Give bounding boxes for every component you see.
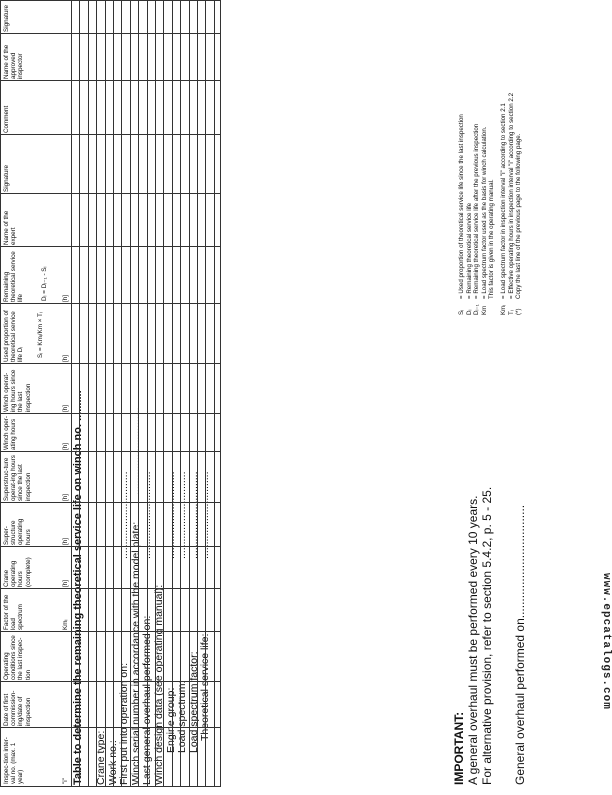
table-column-divider xyxy=(1,588,220,589)
overhaul-performed-line: General overhaul performed on.................................. xyxy=(513,504,527,785)
engine-group-label: Engine group: xyxy=(164,687,177,753)
table-header-cell: Name of the approved inspector xyxy=(3,44,25,79)
table-column-divider xyxy=(1,451,220,452)
table-row-divider xyxy=(163,1,164,786)
table-header-cell: Crane operating hours (complete) xyxy=(3,557,32,587)
table-header-cell: Remaining theoretical service life xyxy=(3,251,25,302)
load-spectrum-factor-label: Load spectrum factor: xyxy=(187,651,200,753)
legend-text: = Remaining theoretical service life xyxy=(465,202,473,299)
table-column-divider xyxy=(1,727,220,728)
used-proportion-formula: Sᵢ = Kmᵢ/Km × Tᵢ xyxy=(37,312,44,358)
table-header-divider xyxy=(71,1,72,786)
table-column-divider xyxy=(1,80,220,81)
table-unit-cell: [h] xyxy=(62,579,69,587)
inspection-table xyxy=(0,0,221,787)
legend-item xyxy=(515,93,523,315)
table-header-cell: Comment xyxy=(3,105,10,133)
table-header-cell: Winch operat-ing hours since the last inspection xyxy=(3,369,32,412)
table-row-divider xyxy=(189,1,190,786)
serial-label: Winch serial number in accordance with the model plate: xyxy=(129,521,142,785)
legend-item xyxy=(488,93,496,315)
legend-key: Sᵢ xyxy=(458,309,465,315)
legend-text: Copy the last line of the previous page to the following page. xyxy=(515,133,523,299)
table-row-divider xyxy=(105,1,106,786)
load-spectrum-label: Load spectrum: xyxy=(176,680,189,753)
legend-key xyxy=(488,299,496,315)
legend-item xyxy=(508,93,516,315)
formula-legend xyxy=(458,93,523,315)
legend-item xyxy=(500,93,508,315)
table-unit-cell: [h] xyxy=(62,354,69,362)
legend-key: Dᵢ₋₁ xyxy=(473,304,481,315)
load-spectrum-factor-dots: .............................. xyxy=(187,471,200,559)
important-line-2: For alternative provision, refer to section 5.4.2, p. 5 - 25. xyxy=(480,486,494,785)
table-header-cell: Factor of the load spectrum xyxy=(3,594,25,630)
table-header-cell: Used proportion of theoretical service life Dᵢ xyxy=(3,310,25,362)
important-heading: IMPORTANT: xyxy=(452,711,466,785)
important-note xyxy=(452,487,494,785)
first-put-label: First put into operation on: xyxy=(118,663,131,785)
legend-text: = Load spectrum factor used as the basis for winch calculation. xyxy=(480,126,488,299)
table-header-cell: Operating conditions since the last inspec-tion xyxy=(3,635,32,680)
table-row-divider xyxy=(172,1,173,786)
service-life-label: Theoretical service life: xyxy=(199,633,212,741)
table-column-divider xyxy=(1,546,220,547)
last-overhaul-label: Last general overhaul performed on: xyxy=(141,615,154,785)
table-column-divider xyxy=(1,631,220,632)
table-unit-cell: [h] xyxy=(62,404,69,412)
legend-item xyxy=(473,93,481,315)
table-column-divider xyxy=(1,363,220,364)
table-column-divider xyxy=(1,134,220,135)
table-column-divider xyxy=(1,681,220,682)
legend-text: This factor is given in the operating manual. xyxy=(488,179,496,299)
table-row-divider xyxy=(96,1,97,786)
legend-key: (*) xyxy=(515,308,523,315)
legend-key: Tᵢ xyxy=(507,310,515,315)
table-unit-cell: [h] xyxy=(62,442,69,450)
table-header-cell: Winch oper-ating hours xyxy=(3,416,18,450)
table-header-cell: Signature xyxy=(3,5,10,32)
table-unit-cell: [h] xyxy=(62,537,69,545)
table-header-cell: Date of first commission-ing/date of inspection xyxy=(3,690,32,726)
serial-dots: .............................. xyxy=(129,407,142,495)
last-overhaul-dots: .............................. xyxy=(141,471,154,559)
table-row-divider xyxy=(147,1,148,786)
table-unit-cell: [h] xyxy=(62,493,69,501)
important-line-1: A general overhaul must be performed every 10 years. xyxy=(466,495,480,785)
table-unit-cell: Kmᵢ xyxy=(62,619,69,630)
legend-text: = Effective operating hours in inspection interval "i" according to section 2.2 xyxy=(507,92,515,299)
table-column-divider xyxy=(1,33,220,34)
table-row-divider xyxy=(197,1,198,786)
table-header-cell: Inspec-tion inter-val no. (max. 1 year) xyxy=(3,737,25,784)
table-row-divider xyxy=(214,1,215,786)
watermark: www.epcatalogs.com xyxy=(600,573,612,710)
table-unit-cell: [h] xyxy=(62,294,69,302)
table-row-divider xyxy=(121,1,122,786)
legend-text: = Load spectrum factor in inspection interval "i" according to section 2.1 xyxy=(499,103,507,299)
table-row-divider xyxy=(138,1,139,786)
legend-key: Dᵢ xyxy=(465,309,473,315)
table-column-divider xyxy=(1,193,220,194)
legend-key: Km xyxy=(480,305,488,315)
remaining-life-formula: Dᵢ = Dᵢ₋₁ - Sᵢ xyxy=(41,266,48,301)
legend-item xyxy=(466,93,474,315)
load-spectrum-dots: .............................. xyxy=(176,471,189,559)
legend-key: Kmᵢ xyxy=(499,304,507,315)
table-column-divider xyxy=(1,502,220,503)
form-title: Table to determine the remaining theoretical service life on winch no. .......... xyxy=(72,390,84,785)
table-row-divider xyxy=(205,1,206,786)
table-header-cell: Name of the expert xyxy=(3,210,18,245)
table-row-divider xyxy=(130,1,131,786)
legend-text: = Used proportion of theoretical service life since the last inspection xyxy=(458,114,465,299)
legend-item xyxy=(458,93,466,315)
table-row-divider xyxy=(88,1,89,786)
design-data-label: Winch design data (see operating manual): xyxy=(152,584,165,785)
table-column-divider xyxy=(1,303,220,304)
table-row-divider xyxy=(180,1,181,786)
engine-group-dots: .............................. xyxy=(164,471,177,559)
first-put-dots: .............................. xyxy=(118,471,131,559)
work-no-label: Work no.: xyxy=(106,740,119,785)
table-column-divider xyxy=(1,246,220,247)
legend-text: = Remaining theoretical service life after the previous inspection xyxy=(473,123,481,299)
table-header-cell: Signature xyxy=(3,165,10,192)
table-row-divider xyxy=(79,1,80,786)
table-row-divider xyxy=(155,1,156,786)
legend-item xyxy=(481,93,489,315)
crane-type-label: Crane type: xyxy=(95,730,107,785)
service-life-dots: .............................. xyxy=(199,471,212,559)
table-header-cell: Superstruc-ture operat-ing hours since the last inspection xyxy=(3,455,32,501)
table-row-divider xyxy=(113,1,114,786)
table-header-cell: Super-structure operating hours xyxy=(3,518,32,545)
table-unit-cell: "i" xyxy=(62,778,69,784)
table-column-divider xyxy=(1,413,220,414)
